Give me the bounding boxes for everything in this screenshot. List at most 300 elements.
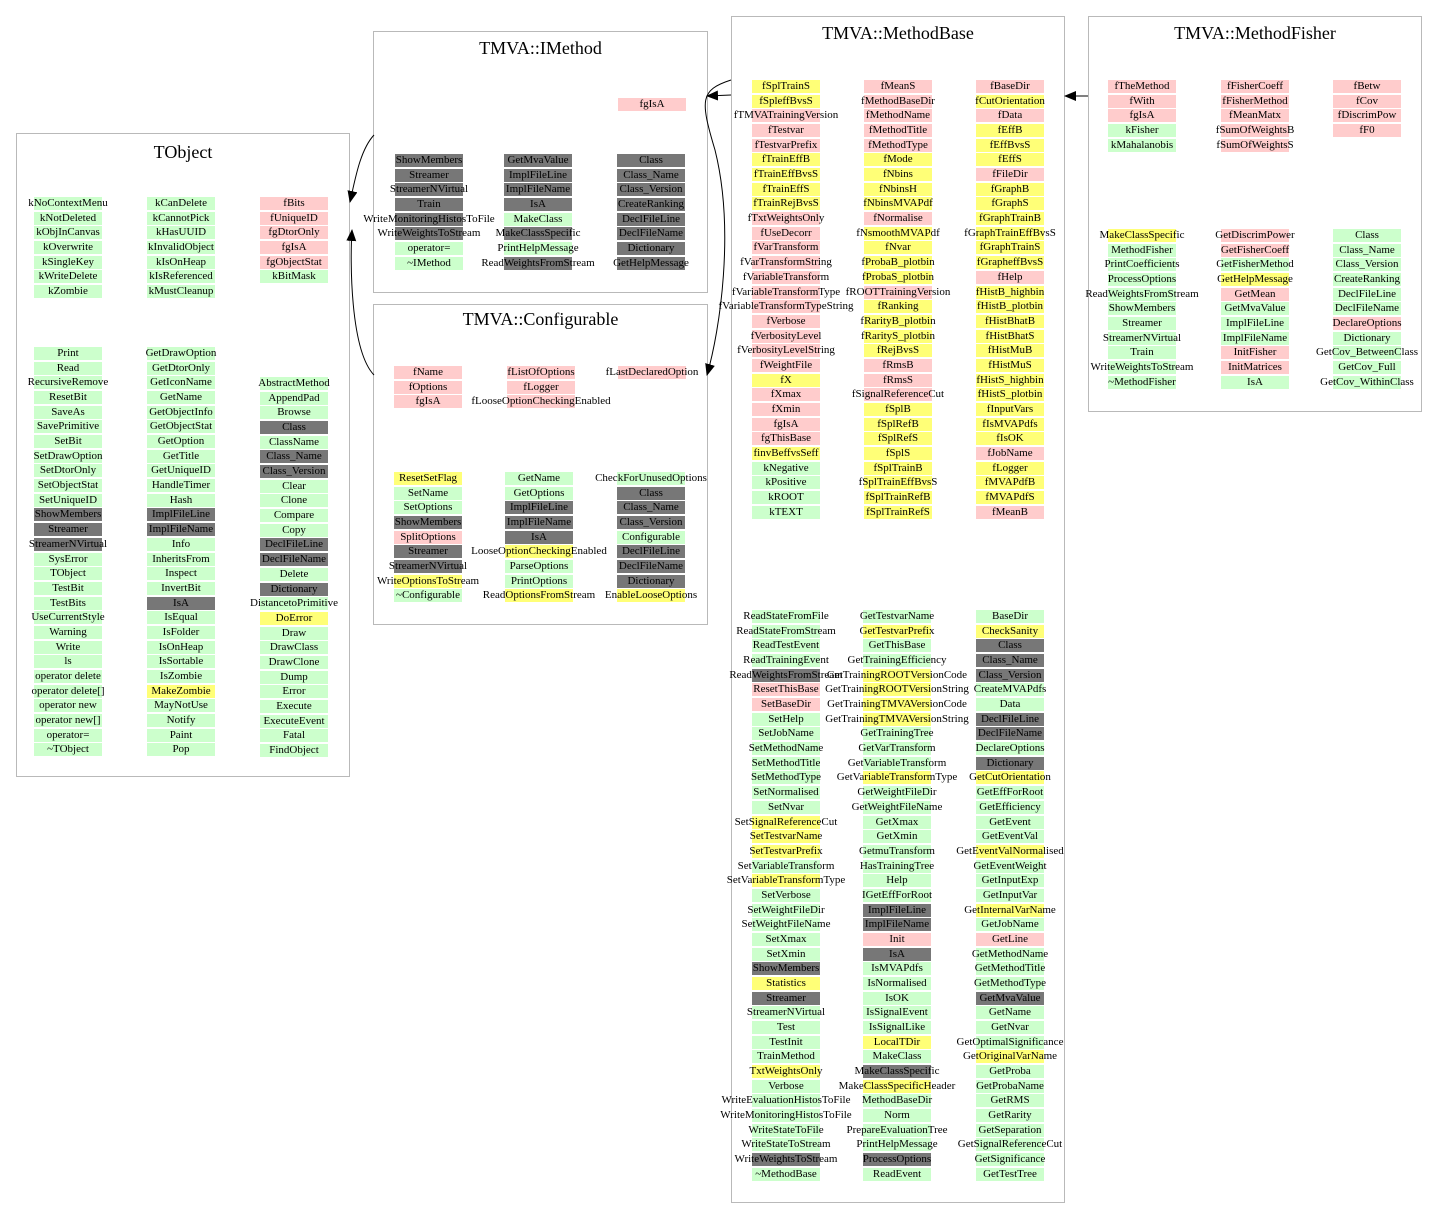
- member-label: Clone: [280, 494, 308, 507]
- member-label: AbstractMethod: [258, 377, 330, 389]
- member-label: fTestvarPrefix: [754, 138, 818, 151]
- member-label: operator delete: [35, 669, 101, 682]
- member-label: ~TObject: [47, 743, 89, 756]
- member-label: MakeClassSpecificHeader: [838, 1079, 956, 1092]
- member-label: GetObjectInfo: [149, 405, 213, 418]
- member-label: GetRarity: [988, 1109, 1032, 1122]
- member-label: GetProba: [989, 1065, 1031, 1078]
- member-label: kWriteDelete: [38, 270, 98, 283]
- member-label: GetEventWeight: [973, 859, 1047, 872]
- member-label: Class_Name: [982, 654, 1038, 667]
- member-label: DeclFileLine: [621, 545, 681, 558]
- member-label: CreateRanking: [618, 198, 684, 211]
- member-label: fBits: [283, 197, 305, 209]
- member-label: BaseDir: [991, 610, 1029, 622]
- member-label: ReadWeightsFromStream: [1085, 287, 1199, 300]
- member-label: fJobName: [987, 447, 1033, 459]
- member-label: fRejBvsS: [876, 344, 920, 357]
- member-label: IsA: [1247, 375, 1263, 388]
- member-label: fLogger: [992, 461, 1028, 474]
- class-title: TMVA::IMethod: [479, 38, 602, 58]
- member-label: MakeZombie: [151, 684, 211, 697]
- member-label: Class_Name: [623, 501, 679, 514]
- member-label: GetSignalReferenceCut: [957, 1138, 1063, 1151]
- member-label: fHelp: [997, 270, 1023, 283]
- member-label: IsEqual: [164, 611, 198, 624]
- member-label: fMethodBaseDir: [861, 94, 935, 107]
- member-label: Class_Version: [619, 183, 683, 196]
- member-label: GetTestvarPrefix: [859, 624, 935, 637]
- member-label: fTrainEffS: [762, 182, 810, 195]
- member-label: fTrainRejBvsS: [753, 197, 819, 210]
- member-label: kROOT: [768, 491, 804, 504]
- member-label: Clear: [282, 479, 306, 492]
- member-label: GetVarTransform: [858, 742, 936, 755]
- member-label: fVarTransformString: [740, 256, 832, 269]
- member-label: fXmin: [771, 402, 801, 415]
- member-label: Notify: [166, 714, 196, 726]
- member-label: SetSignalReferenceCut: [734, 815, 838, 828]
- member-label: Class: [1355, 229, 1379, 241]
- member-label: Pop: [172, 743, 190, 756]
- member-label: IsA: [889, 947, 905, 960]
- member-label: kOverwrite: [42, 241, 94, 254]
- member-label: fDiscrimPow: [1337, 109, 1397, 122]
- member-label: DrawClass: [269, 641, 319, 654]
- member-label: ShowMembers: [752, 962, 820, 975]
- member-label: StreamerNVirtual: [746, 1006, 826, 1019]
- member-label: fgIsA: [1129, 109, 1155, 122]
- member-label: kIsReferenced: [149, 270, 213, 283]
- member-label: fRmsB: [882, 358, 914, 371]
- member-label: WriteOptionsToStream: [376, 574, 480, 587]
- member-label: Dictionary: [627, 574, 675, 587]
- member-label: MayNotUse: [154, 699, 208, 712]
- member-label: Delete: [279, 567, 309, 580]
- member-label: SetName: [407, 486, 449, 499]
- member-label: fTxtWeightsOnly: [747, 212, 825, 225]
- member-label: SetVariableTransform: [737, 859, 835, 872]
- member-label: Paint: [169, 728, 193, 741]
- member-label: fSpleffBvsS: [759, 94, 813, 107]
- member-label: IsOK: [885, 991, 909, 1004]
- member-label: fCutOrientation: [975, 94, 1045, 107]
- member-label: kCanDelete: [155, 197, 207, 209]
- member-label: GetTrainingROOTVersionCode: [826, 668, 968, 681]
- member-label: Streamer: [766, 991, 806, 1004]
- member-label: GetDrawOption: [145, 347, 217, 359]
- member-label: GetCov_Full: [1338, 361, 1396, 374]
- member-label: SetBaseDir: [760, 698, 812, 711]
- member-label: DeclFileName: [1334, 302, 1400, 315]
- member-label: ReadWeightsFromStream: [729, 668, 843, 681]
- member-label: StreamerNVirtual: [389, 183, 469, 196]
- member-label: kPositive: [765, 476, 807, 489]
- member-label: ResetSetFlag: [398, 472, 458, 484]
- member-label: TestBits: [50, 596, 86, 609]
- member-label: GetJobName: [981, 918, 1039, 931]
- member-label: WriteWeightsToStream: [377, 227, 481, 240]
- member-label: fProbaB_plotbin: [861, 256, 935, 269]
- member-label: fNvar: [885, 241, 911, 254]
- member-label: DeclFileName: [261, 553, 327, 566]
- member-label: GetTrainingTree: [860, 727, 934, 740]
- member-label: GetInputVar: [982, 888, 1038, 901]
- member-label: WriteWeightsToStream: [1090, 361, 1194, 374]
- member-label: fLastDeclaredOption: [605, 366, 699, 378]
- member-label: WriteStateToStream: [741, 1138, 831, 1151]
- member-label: Class_Name: [1339, 243, 1395, 256]
- member-label: operator new[]: [35, 714, 101, 726]
- member-label: ReadStateFromFile: [743, 610, 829, 622]
- member-label: GetCov_WithinClass: [1320, 375, 1414, 388]
- member-label: GetMean: [1234, 287, 1276, 300]
- member-label: LooseOptionCheckingEnabled: [471, 545, 607, 558]
- member-label: fTrainEffB: [761, 153, 811, 166]
- member-label: GetTrainingEfficiency: [847, 654, 947, 667]
- member-label: kMustCleanup: [148, 285, 214, 298]
- member-label: WriteMonitoringHistosToFile: [363, 212, 495, 225]
- member-label: ~Configurable: [396, 589, 460, 602]
- member-label: ResetThisBase: [753, 683, 819, 696]
- member-label: ImplFileLine: [151, 508, 211, 521]
- member-label: fMode: [883, 153, 913, 166]
- member-label: fSplTrainRefS: [866, 505, 930, 518]
- member-label: MakeClass: [872, 1050, 922, 1063]
- member-label: kNoContextMenu: [28, 197, 108, 209]
- member-label: GetEvent: [989, 815, 1031, 828]
- member-label: fProbaS_plotbin: [861, 270, 935, 283]
- member-label: IsSortable: [158, 655, 204, 668]
- member-label: fVariableTransformType: [731, 285, 841, 298]
- member-label: GetTrainingROOTVersionString: [825, 683, 969, 696]
- member-label: ShowMembers: [1108, 302, 1176, 315]
- member-label: HasTrainingTree: [859, 859, 935, 872]
- member-label: GetFisherCoeff: [1220, 243, 1290, 256]
- member-label: ShowMembers: [394, 516, 462, 529]
- member-label: EnableLooseOptions: [604, 589, 698, 602]
- member-label: fBaseDir: [990, 80, 1030, 92]
- member-label: fHistBhatS: [985, 329, 1035, 342]
- member-label: SetXmin: [766, 947, 806, 960]
- member-label: fF0: [1359, 124, 1375, 137]
- member-label: HandleTimer: [151, 479, 211, 492]
- member-label: SplitOptions: [400, 530, 456, 543]
- member-label: LocalTDir: [873, 1035, 921, 1048]
- member-label: fHistS_plotbin: [977, 388, 1043, 401]
- member-label: GetCov_BetweenClass: [1315, 346, 1419, 359]
- member-label: Class_Version: [1335, 258, 1399, 271]
- member-label: GetHelpMessage: [613, 256, 689, 269]
- member-label: fEffB: [997, 124, 1023, 137]
- member-label: kTEXT: [769, 505, 803, 518]
- member-label: fHistBhatB: [984, 314, 1036, 327]
- member-label: GetOptimalSignificance: [956, 1035, 1064, 1048]
- member-label: GetInternalVarName: [964, 903, 1056, 916]
- member-label: fEffS: [998, 153, 1022, 166]
- member-label: ImplFileLine: [867, 903, 927, 916]
- member-label: fMeanS: [880, 80, 916, 92]
- member-label: fRanking: [877, 300, 919, 313]
- member-label: fMVAPdfB: [984, 476, 1036, 489]
- member-label: Data: [999, 698, 1021, 711]
- member-label: ReadWeightsFromStream: [481, 256, 595, 269]
- member-label: MakeClass: [513, 212, 563, 225]
- arrow-methodbase-to-imethod: [707, 95, 731, 96]
- member-label: IsOnHeap: [158, 640, 204, 653]
- member-label: ImplFileName: [864, 918, 930, 931]
- member-label: Inspect: [165, 567, 197, 580]
- member-label: GetSignificance: [974, 1153, 1046, 1166]
- member-label: Fatal: [283, 729, 305, 742]
- member-label: GetTitle: [162, 449, 200, 462]
- member-label: GetEventValNormalised: [956, 844, 1064, 857]
- member-label: TestBit: [52, 581, 84, 594]
- member-label: SetObjectStat: [37, 479, 99, 492]
- member-label: fVerbose: [766, 314, 806, 327]
- member-label: ProcessOptions: [862, 1153, 932, 1166]
- member-label: Class: [998, 639, 1022, 652]
- member-label: ShowMembers: [395, 154, 463, 166]
- member-label: Warning: [49, 625, 87, 638]
- member-label: SetVerbose: [761, 888, 811, 901]
- member-label: kBitMask: [272, 270, 316, 283]
- member-label: GetXmin: [876, 830, 918, 843]
- member-label: GetName: [988, 1006, 1032, 1019]
- member-label: Class_Version: [619, 516, 683, 529]
- member-label: Dump: [280, 670, 308, 683]
- member-label: WriteMonitoringHistosToFile: [720, 1109, 852, 1122]
- member-label: DeclFileLine: [264, 538, 324, 551]
- member-label: fgIsA: [773, 417, 799, 430]
- member-label: InvertBit: [161, 581, 201, 594]
- member-label: Error: [282, 685, 306, 698]
- member-label: SetHelp: [768, 712, 804, 725]
- member-label: GetOptions: [513, 486, 565, 499]
- member-label: WriteWeightsToStream: [734, 1153, 838, 1166]
- member-label: PrintHelpMessage: [497, 242, 579, 255]
- member-label: kObjInCanvas: [36, 226, 100, 239]
- member-label: RecursiveRemove: [27, 376, 109, 389]
- member-label: CreateRanking: [1334, 273, 1400, 286]
- member-label: SetTestvarName: [749, 830, 823, 843]
- member-label: ~IMethod: [407, 256, 451, 269]
- member-label: fMeanMatx: [1229, 109, 1281, 122]
- member-label: fgObjectStat: [266, 255, 322, 268]
- member-label: Class_Version: [262, 465, 326, 478]
- member-label: fNbinsH: [879, 182, 917, 195]
- member-label: fMeanB: [991, 505, 1029, 518]
- member-label: GetHelpMessage: [1217, 273, 1293, 286]
- member-label: Class: [282, 421, 306, 434]
- member-label: Configurable: [621, 530, 681, 543]
- member-label: fSumOfWeightsB: [1215, 124, 1295, 137]
- member-label: SetJobName: [758, 727, 814, 740]
- member-label: TxtWeightsOnly: [749, 1065, 823, 1078]
- member-label: fgDtorOnly: [268, 226, 320, 239]
- member-label: GetUniqueID: [151, 464, 211, 477]
- member-label: fVerbosityLevelString: [737, 344, 835, 357]
- member-label: Class: [639, 486, 663, 499]
- member-label: ~MethodFisher: [1108, 375, 1176, 388]
- member-label: Train: [417, 198, 441, 211]
- member-label: fHistMuB: [987, 344, 1033, 357]
- member-label: Train: [1130, 346, 1154, 359]
- class-title: TObject: [153, 142, 213, 162]
- member-label: ReadTrainingEvent: [743, 654, 829, 667]
- member-label: ImplFileLine: [509, 501, 569, 514]
- member-label: ReadTestEvent: [752, 639, 820, 652]
- member-label: fIsOK: [996, 432, 1024, 445]
- member-label: ReadOptionsFromStream: [482, 589, 596, 602]
- member-label: Draw: [281, 626, 307, 639]
- member-label: CreateMVAPdfs: [973, 683, 1047, 696]
- member-label: MethodBaseDir: [861, 1094, 933, 1107]
- member-label: fWith: [1129, 94, 1155, 107]
- member-label: CheckForUnusedOptions: [595, 472, 707, 484]
- member-label: fTrainEffBvsS: [753, 168, 819, 181]
- member-label: SetOptions: [403, 501, 453, 514]
- member-label: fRarityS_plotbin: [861, 329, 935, 342]
- member-label: DeclFileName: [618, 227, 684, 240]
- member-label: IsA: [173, 596, 189, 609]
- member-label: PrintHelpMessage: [856, 1138, 938, 1151]
- member-label: SetTestvarPrefix: [749, 844, 823, 857]
- member-label: GetOption: [157, 435, 205, 448]
- member-label: fROOTTrainingVersion: [845, 285, 951, 298]
- member-label: Help: [886, 874, 908, 887]
- member-label: ImplFileLine: [508, 168, 568, 181]
- member-label: AppendPad: [268, 391, 320, 404]
- member-label: ls: [64, 655, 72, 668]
- member-label: StreamerNVirtual: [28, 537, 108, 550]
- member-label: TObject: [50, 567, 86, 580]
- member-label: Info: [171, 537, 191, 550]
- member-label: Norm: [884, 1109, 910, 1122]
- member-label: fLogger: [523, 380, 559, 393]
- member-label: fgThisBase: [760, 432, 812, 445]
- member-label: DeclFileLine: [621, 212, 681, 225]
- member-label: GetMvaValue: [507, 154, 569, 166]
- member-label: InitMatrices: [1228, 361, 1282, 374]
- member-label: ImplFileName: [506, 516, 572, 529]
- member-label: GetInputExp: [981, 874, 1039, 887]
- arrow-configurable-to-tobject: [351, 230, 374, 375]
- member-label: fMethodType: [868, 138, 928, 151]
- member-label: ExecuteEvent: [263, 714, 325, 727]
- member-label: fVariableTransform: [742, 270, 830, 283]
- member-label: Class_Name: [623, 168, 679, 181]
- member-label: fInputVars: [986, 402, 1034, 415]
- member-label: fFileDir: [992, 168, 1028, 181]
- member-label: DeclFileLine: [1337, 287, 1397, 300]
- member-label: DeclFileName: [977, 727, 1043, 740]
- member-label: fVariableTransformTypeString: [718, 300, 854, 313]
- member-label: fSplTrainB: [873, 461, 923, 474]
- member-label: GetName: [517, 472, 561, 484]
- member-label: MethodFisher: [1111, 243, 1173, 256]
- member-label: fCov: [1356, 94, 1378, 107]
- member-label: Streamer: [409, 168, 449, 181]
- member-label: ParseOptions: [509, 560, 569, 573]
- member-label: Dictionary: [270, 582, 318, 595]
- member-label: IsA: [530, 198, 546, 211]
- member-label: DeclFileLine: [980, 712, 1040, 725]
- member-label: PrintCoefficients: [1104, 258, 1180, 271]
- member-label: operator=: [407, 242, 451, 255]
- member-label: Class_Name: [266, 450, 322, 463]
- member-label: DeclareOptions: [1332, 317, 1402, 330]
- member-label: GetObjectStat: [149, 420, 213, 433]
- member-label: GetDiscrimPower: [1215, 229, 1295, 241]
- member-label: WriteStateToFile: [748, 1123, 824, 1136]
- member-label: fHistB_highbin: [975, 285, 1045, 298]
- member-label: fTMVATrainingVersion: [733, 109, 839, 122]
- member-label: GetProbaName: [976, 1079, 1044, 1092]
- member-label: Streamer: [48, 523, 88, 536]
- member-label: IsZombie: [159, 669, 203, 682]
- member-label: DoError: [275, 611, 313, 624]
- member-label: GetName: [159, 391, 203, 404]
- member-label: fSplTrainEffBvsS: [858, 476, 938, 489]
- member-label: fMethodName: [865, 109, 931, 122]
- member-label: SetVariableTransformType: [726, 874, 846, 887]
- member-label: SetMethodName: [748, 742, 824, 755]
- member-label: Streamer: [408, 545, 448, 558]
- member-label: fGraphS: [991, 197, 1029, 210]
- member-label: fSignalReferenceCut: [851, 388, 945, 401]
- member-label: fUseDecorr: [760, 226, 812, 239]
- member-label: kFisher: [1125, 124, 1159, 137]
- member-label: SetWeightFileName: [741, 918, 831, 931]
- member-label: GetVariableTransformType: [836, 771, 958, 784]
- member-label: GetMvaValue: [979, 991, 1041, 1004]
- member-label: MakeClassSpecific: [1099, 229, 1185, 241]
- member-label: StreamerNVirtual: [388, 560, 468, 573]
- member-label: fGrapheffBvsS: [976, 256, 1044, 269]
- member-label: GetMethodName: [971, 947, 1049, 960]
- member-label: GetmuTransform: [859, 844, 935, 857]
- member-label: fGraphTrainEffBvsS: [964, 226, 1056, 239]
- member-label: fLooseOptionCheckingEnabled: [471, 395, 611, 408]
- member-label: fGraphTrainB: [979, 212, 1041, 225]
- member-label: Streamer: [1122, 317, 1162, 330]
- member-label: fgIsA: [639, 98, 665, 110]
- member-label: kMahalanobis: [1110, 138, 1174, 151]
- member-label: kInvalidObject: [148, 241, 214, 254]
- member-label: GetTrainingTMVAVersionString: [825, 712, 969, 725]
- member-label: GetNvar: [991, 1021, 1029, 1034]
- member-label: SetWeightFileDir: [747, 903, 825, 916]
- member-label: operator delete[]: [31, 684, 105, 697]
- member-label: fOptions: [408, 380, 448, 393]
- member-label: fVarTransform: [753, 241, 819, 254]
- member-label: finvBeffvsSeff: [753, 447, 819, 459]
- member-label: GetMethodTitle: [974, 962, 1046, 975]
- member-label: Verbose: [768, 1079, 804, 1092]
- member-label: ClassName: [268, 435, 320, 448]
- member-label: fXmax: [770, 388, 802, 401]
- member-label: GetWeightFileDir: [857, 786, 937, 799]
- member-label: ImplFileName: [505, 183, 571, 196]
- member-label: GetSeparation: [978, 1123, 1042, 1136]
- member-label: Class: [639, 154, 663, 166]
- member-label: fHistS_highbin: [976, 373, 1044, 386]
- member-label: SetBit: [54, 435, 82, 448]
- member-label: SysError: [48, 552, 88, 565]
- member-label: CheckSanity: [981, 624, 1039, 637]
- member-label: Execute: [276, 699, 312, 712]
